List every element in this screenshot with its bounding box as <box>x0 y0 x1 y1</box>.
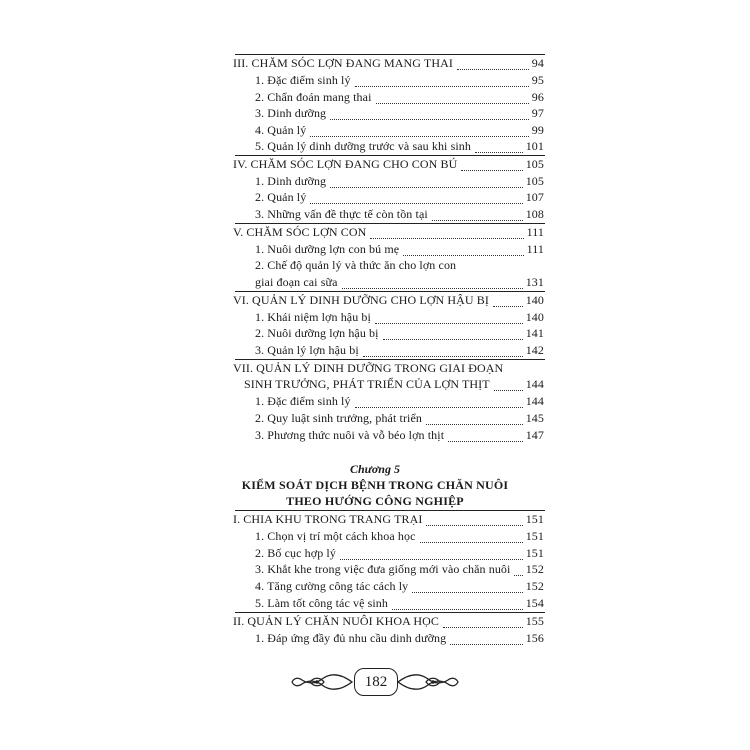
toc-entry-page: 140 <box>525 310 544 324</box>
toc-entry-label: 5. Quản lý dinh dưỡng trước và sau khi sinh <box>255 139 471 153</box>
toc-entry-label: 3. Khắt khe trong việc đưa giống mới vào chăn nuôi <box>255 562 511 576</box>
toc-entry-page: 95 <box>531 73 544 87</box>
toc-entry-page: 97 <box>531 106 544 120</box>
toc-entry-label: III. CHĂM SÓC LỢN ĐANG MANG THAI <box>233 56 453 70</box>
toc-dot-leader <box>450 644 523 645</box>
toc-entry-page: 152 <box>525 579 544 593</box>
section-rule <box>235 510 545 511</box>
chapter-number: Chương 5 <box>350 462 400 476</box>
toc-entry-page: 145 <box>525 411 544 425</box>
toc-dot-leader <box>514 575 523 576</box>
toc-dot-leader <box>412 592 523 593</box>
toc-dot-leader <box>392 609 523 610</box>
toc-entry-page: 152 <box>525 562 544 576</box>
toc-entry-label: SINH TRƯỞNG, PHÁT TRIỂN CỦA LỢN THỊT <box>244 377 490 391</box>
toc-entry-page: 154 <box>525 596 544 610</box>
toc-entry-page: 111 <box>526 225 544 239</box>
toc-entry-page: 99 <box>531 123 544 137</box>
chapter-title-line-2: THEO HƯỚNG CÔNG NGHIỆP <box>286 494 464 508</box>
toc-entry-label: 1. Khái niệm lợn hậu bị <box>255 310 371 324</box>
toc-entry-page: 151 <box>525 529 544 543</box>
toc-entry-page: 156 <box>525 631 544 645</box>
toc-entry-label: 1. Nuôi dưỡng lợn con bú mẹ <box>255 242 400 256</box>
toc-entry-page: 108 <box>525 207 544 221</box>
section-rule <box>235 612 545 613</box>
toc-dot-leader <box>443 627 523 628</box>
toc-entry-page: 96 <box>531 90 544 104</box>
chapter-title-line-1: KIỂM SOÁT DỊCH BỆNH TRONG CHĂN NUÔI <box>241 478 509 492</box>
toc-entry-page: 107 <box>525 190 544 204</box>
toc-entry-label: I. CHIA KHU TRONG TRANG TRẠI <box>233 512 423 526</box>
toc-dot-leader <box>340 559 523 560</box>
toc-entry-label: 1. Đặc điểm sinh lý <box>255 73 351 87</box>
toc-entry-label: 2. Quy luật sinh trưởng, phát triển <box>255 411 422 425</box>
toc-entry-label: 3. Quản lý lợn hậu bị <box>255 343 359 357</box>
toc-entry-page: 94 <box>531 56 544 70</box>
toc-entry <box>0 631 750 653</box>
toc-entry-label: 4. Tăng cường công tác cách ly <box>255 579 409 593</box>
page-number: 182 <box>354 668 398 696</box>
toc-entry-page: 142 <box>525 343 544 357</box>
toc-entry-label: 2. Chế độ quản lý và thức ăn cho lợn con <box>255 258 457 272</box>
toc-entry-label: 1. Chọn vị trí một cách khoa học <box>255 529 416 543</box>
toc-entry-page: 141 <box>525 326 544 340</box>
toc-dot-leader <box>420 542 523 543</box>
toc-entry-page: 105 <box>525 174 544 188</box>
toc-entry-page: 105 <box>525 157 544 171</box>
toc-entry-label: 1. Đặc điểm sinh lý <box>255 394 351 408</box>
toc-entry-label: 2. Nuôi dưỡng lợn hậu bị <box>255 326 379 340</box>
toc-entry-page: 131 <box>525 275 544 289</box>
toc-entry-label: 2. Chẩn đoán mang thai <box>255 90 372 104</box>
toc-entry-page: 144 <box>525 394 544 408</box>
toc-entry-label: V. CHĂM SÓC LỢN CON <box>233 225 367 239</box>
toc-entry-page: 147 <box>525 428 544 442</box>
toc-entry-label: 1. Đáp ứng đầy đủ nhu cầu dinh dưỡng <box>255 631 447 645</box>
toc-entry-label: 4. Quản lý <box>255 123 307 137</box>
toc-entry-label: VI. QUẢN LÝ DINH DƯỠNG CHO LỢN HẬU BỊ <box>233 293 489 307</box>
toc-entry-label: 3. Dinh dưỡng <box>255 106 327 120</box>
toc-entry-label: VII. QUẢN LÝ DINH DƯỠNG TRONG GIAI ĐOẠN <box>233 361 504 375</box>
toc-entry-label: 2. Quản lý <box>255 190 307 204</box>
toc-entry-label: II. QUẢN LÝ CHĂN NUÔI KHOA HỌC <box>233 614 439 628</box>
toc-entry-label: giai đoạn cai sữa <box>255 275 338 289</box>
toc-entry-page: 151 <box>525 546 544 560</box>
toc-entry-page: 155 <box>525 614 544 628</box>
toc-entry-label: 3. Phương thức nuôi và vỗ béo lợn thịt <box>255 428 445 442</box>
toc-entry-page: 101 <box>525 139 544 153</box>
toc-dot-leader <box>426 525 523 526</box>
toc-entry-page: 111 <box>526 242 544 256</box>
page-footer-ornament <box>290 665 460 699</box>
toc-entry-label: 5. Làm tốt công tác vệ sinh <box>255 596 389 610</box>
toc-entry-page: 140 <box>525 293 544 307</box>
toc-entry-page: 151 <box>525 512 544 526</box>
toc-entry-label: 2. Bố cục hợp lý <box>255 546 336 560</box>
toc-entry-label: IV. CHĂM SÓC LỢN ĐANG CHO CON BÚ <box>233 157 458 171</box>
toc-entry-page: 144 <box>525 377 544 391</box>
toc-entry-label: 3. Những vấn đề thực tế còn tồn tại <box>255 207 428 221</box>
toc-entry-label: 1. Dinh dưỡng <box>255 174 327 188</box>
